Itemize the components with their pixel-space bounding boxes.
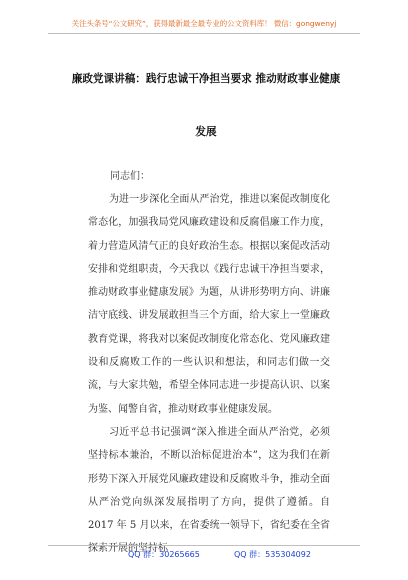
body-paragraph: 习近平总书记强调“深入推进全面从严治党，必须坚持标本兼治，不断以治标促进治本”，这为我们在新形势下深入开展党风廉政建设和反腐败斗争，推动全面从严治党向纵深发展指明了方向，提供了遵循。自 2017 年 5 月以来，在省委统一领导下，省纪委在全省探索开展的坚持标 <box>88 426 330 555</box>
body-paragraph: 为进一步深化全面从严治党，推进以案促改制度化常态化，加强我局党风廉政建设和反腐倡廉工作力度，着力营造风清气正的良好政治生态。根据以案促改活动安排和党组职责，今天我以《践行忠诚干净担当要求，推动财政事业健康发展》为题，从讲形势明方向、讲廉洁守底线、讲发展敢担当三个方面，给大家上一堂廉政教育党课，将我对以案促改制度化常态化、党风廉政建设和反腐败工作的一些认识和想法，和同志们做一交流，与大家共勉，希望全体同志进一步提高认识、以案为鉴、闻警自省，推动财政事业健康发展。 <box>88 194 330 415</box>
footer-qq-group-2: QQ 群：535304092 <box>234 550 311 559</box>
document-title: 廉政党课讲稿：践行忠诚干净担当要求 推动财政事业健康 <box>71 73 341 85</box>
header-notice: 关注头条号“公文研究”，获得最新最全最专业的公文资料库！ 微信：gongwenyj <box>71 19 337 28</box>
footer-divider <box>48 545 360 546</box>
header-divider <box>48 33 360 34</box>
document-body <box>88 188 330 561</box>
salutation: 同志们： <box>110 171 150 182</box>
document-title-continued: 发展 <box>195 126 217 138</box>
footer-qq-group-1: QQ 群：30265665 <box>128 550 200 559</box>
